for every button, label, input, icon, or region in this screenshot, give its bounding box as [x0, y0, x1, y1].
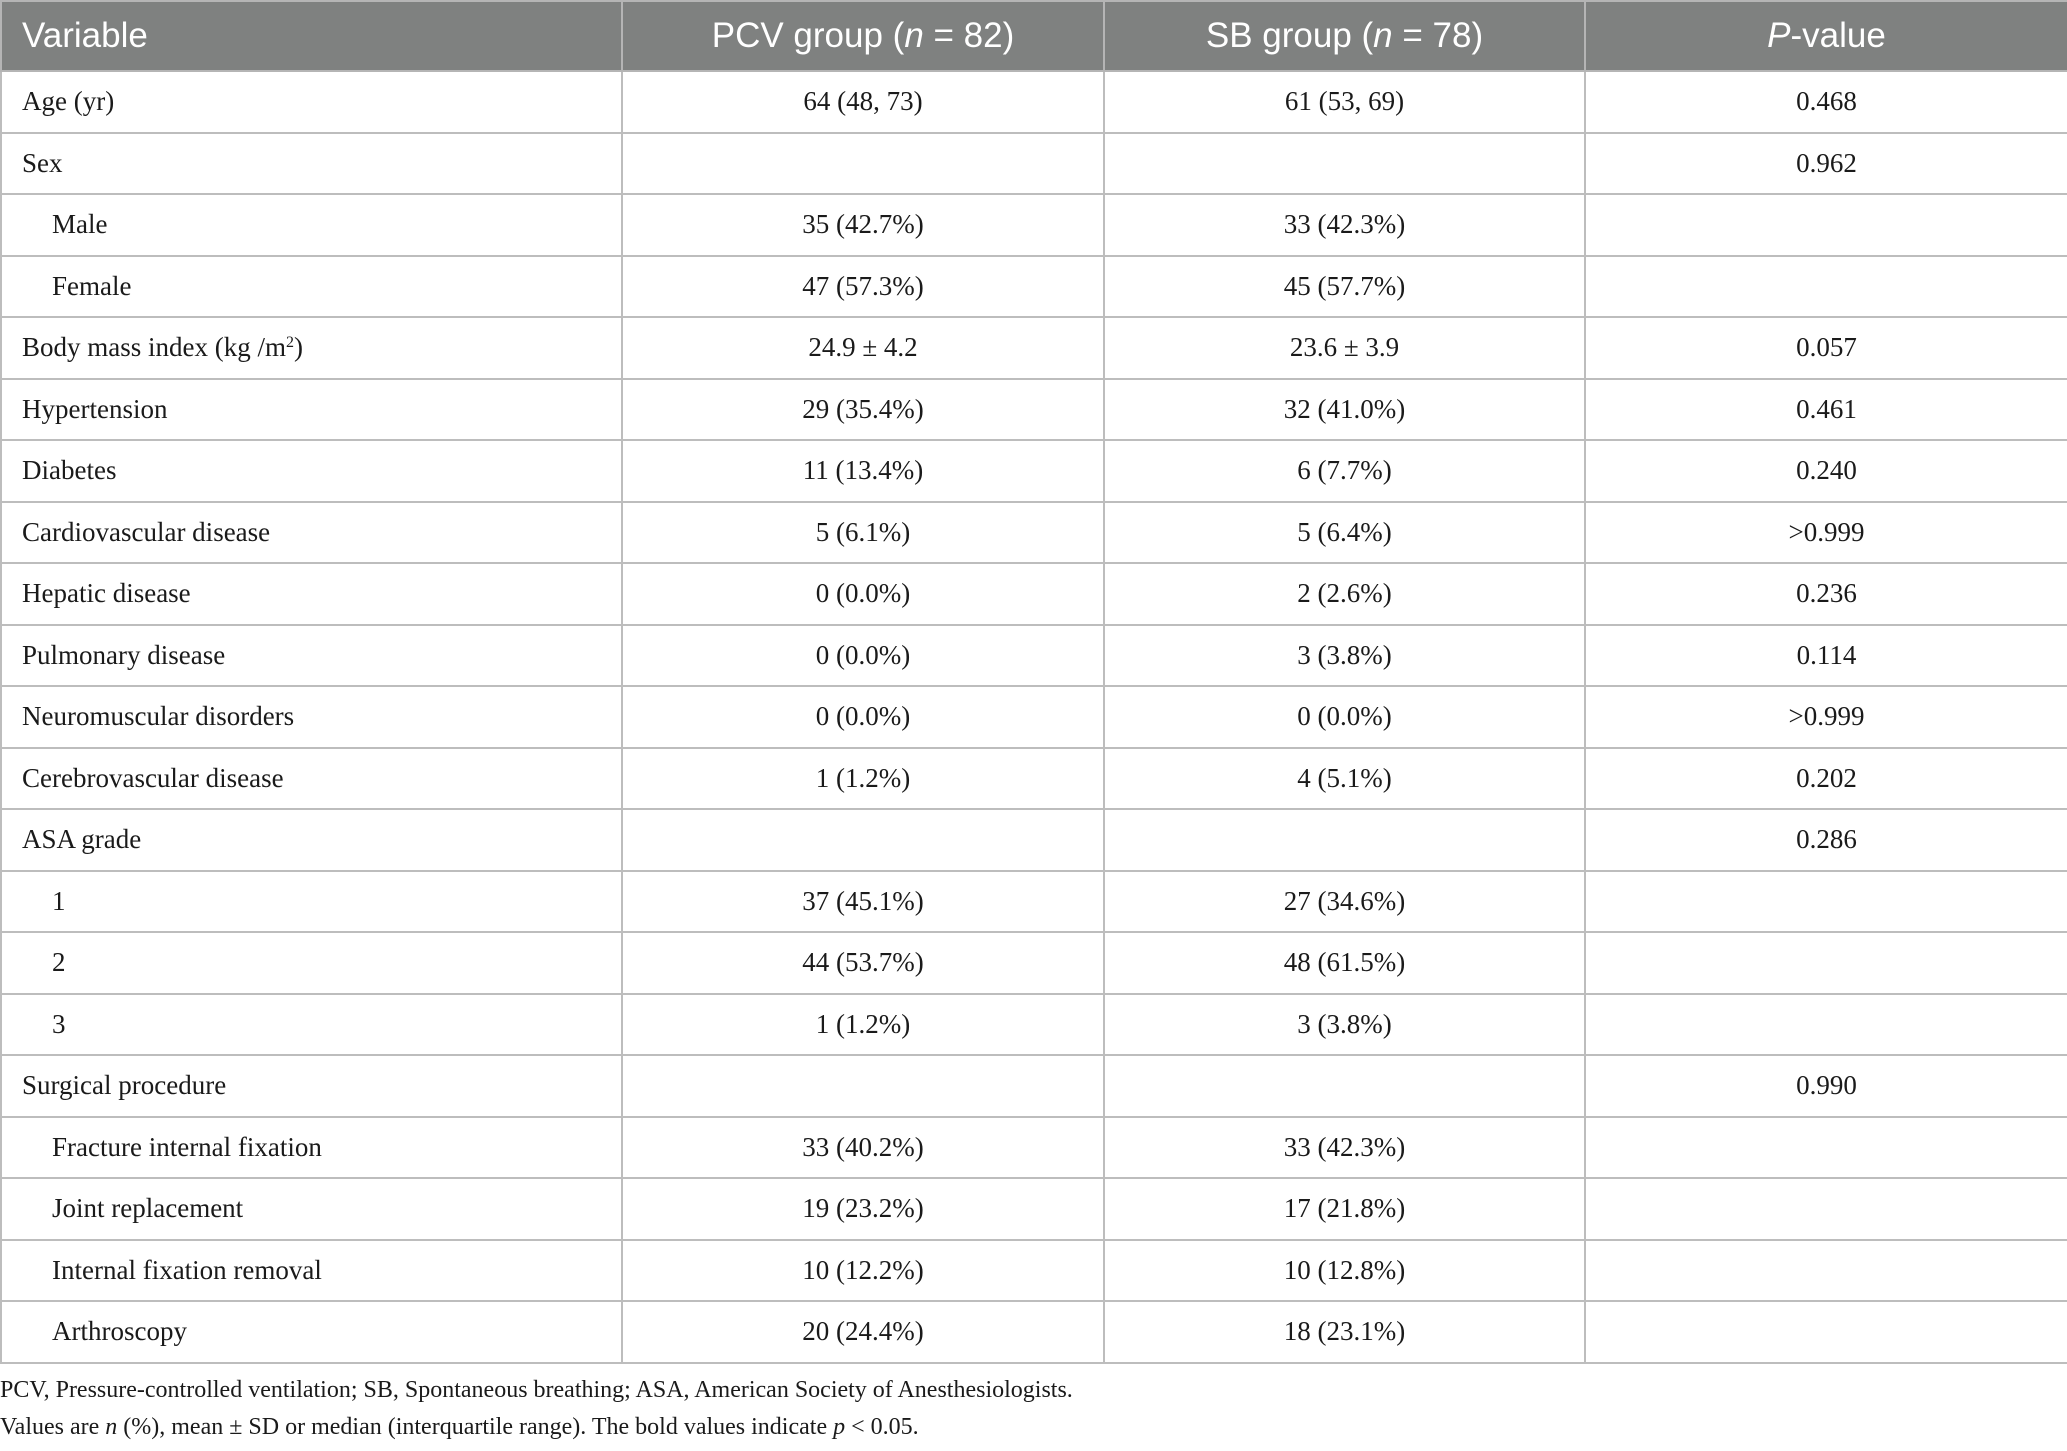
- cell-p-value: [1585, 1178, 2067, 1240]
- cell-pcv: 35 (42.7%): [622, 194, 1104, 256]
- variable-superscript: 2: [286, 334, 294, 352]
- table-row: [1, 317, 2067, 379]
- variable-label: 3: [52, 1008, 66, 1039]
- cell-sb: 27 (34.6%): [1104, 871, 1585, 933]
- cell-p-value: 0.240: [1585, 440, 2067, 502]
- table-row: [1, 1178, 2067, 1240]
- cell-p-value: 0.468: [1585, 71, 2067, 133]
- cell-sb: 33 (42.3%): [1104, 1117, 1585, 1179]
- cell-variable: [1, 256, 622, 318]
- table-row: [1, 1055, 2067, 1117]
- cell-pcv: 24.9 ± 4.2: [622, 317, 1104, 379]
- cell-sb: 3 (3.8%): [1104, 625, 1585, 687]
- cell-p-value: 0.461: [1585, 379, 2067, 441]
- table-row: [1, 194, 2067, 256]
- footnote-values-p: p: [833, 1414, 846, 1440]
- table-row: [1, 1301, 2067, 1363]
- header-sb-prefix: SB group (: [1205, 16, 1374, 55]
- table-row: [1, 440, 2067, 502]
- cell-variable: [1, 748, 622, 810]
- cell-sb: 33 (42.3%): [1104, 194, 1585, 256]
- table-row: [1, 1240, 2067, 1302]
- cell-sb: 45 (57.7%): [1104, 256, 1585, 318]
- table-row: [1, 71, 2067, 133]
- variable-label: Internal fixation removal: [52, 1254, 322, 1285]
- cell-sb: 4 (5.1%): [1104, 748, 1585, 810]
- variable-label: ASA grade: [22, 824, 142, 855]
- cell-pcv: 47 (57.3%): [622, 256, 1104, 318]
- footnote-values: [0, 1414, 919, 1441]
- cell-pcv: [622, 133, 1104, 195]
- cell-sb: 48 (61.5%): [1104, 932, 1585, 994]
- cell-variable: [1, 133, 622, 195]
- cell-p-value: 0.236: [1585, 563, 2067, 625]
- cell-sb: 18 (23.1%): [1104, 1301, 1585, 1363]
- cell-sb: 10 (12.8%): [1104, 1240, 1585, 1302]
- cell-p-value: >0.999: [1585, 502, 2067, 564]
- variable-label: Diabetes: [22, 455, 117, 486]
- cell-variable: [1, 1117, 622, 1179]
- cell-p-value: 0.962: [1585, 133, 2067, 195]
- cell-variable: [1, 317, 622, 379]
- cell-p-value: [1585, 256, 2067, 318]
- cell-p-value: [1585, 194, 2067, 256]
- cell-pcv: [622, 809, 1104, 871]
- cell-pcv: 64 (48, 73): [622, 71, 1104, 133]
- variable-label: Pulmonary disease: [22, 639, 226, 670]
- table-row: [1, 625, 2067, 687]
- cell-p-value: 0.286: [1585, 809, 2067, 871]
- variable-label: Arthroscopy: [52, 1316, 187, 1347]
- cell-pcv: 0 (0.0%): [622, 625, 1104, 687]
- cell-pcv: 37 (45.1%): [622, 871, 1104, 933]
- footnote-abbreviations: PCV, Pressure-controlled ventilation; SB, Spontaneous breathing; ASA, American Society of Anesthesiologists.: [0, 1377, 1073, 1403]
- cell-variable: [1, 994, 622, 1056]
- variable-label: Female: [52, 270, 132, 301]
- variable-label: Age (yr): [22, 86, 115, 117]
- table-row: [1, 871, 2067, 933]
- cell-pcv: 1 (1.2%): [622, 748, 1104, 810]
- cell-variable: [1, 809, 622, 871]
- cell-sb: 3 (3.8%): [1104, 994, 1585, 1056]
- footnote-values-n: n: [105, 1414, 118, 1440]
- cell-variable: [1, 1301, 622, 1363]
- footnote-values-middle: (%), mean ± SD or median (interquartile range). The bold values indicate: [117, 1414, 834, 1440]
- cell-sb: 2 (2.6%): [1104, 563, 1585, 625]
- cell-variable: [1, 194, 622, 256]
- variable-label: Fracture internal fixation: [52, 1131, 322, 1162]
- cell-pcv: 19 (23.2%): [622, 1178, 1104, 1240]
- cell-variable: [1, 379, 622, 441]
- cell-sb: 61 (53, 69): [1104, 71, 1585, 133]
- header-sb-suffix: = 78): [1392, 16, 1484, 55]
- cell-p-value: [1585, 932, 2067, 994]
- header-p-suffix: -value: [1790, 16, 1886, 55]
- cell-pcv: 44 (53.7%): [622, 932, 1104, 994]
- cell-variable: [1, 563, 622, 625]
- cell-p-value: 0.202: [1585, 748, 2067, 810]
- cell-pcv: [622, 1055, 1104, 1117]
- cell-pcv: 11 (13.4%): [622, 440, 1104, 502]
- variable-label: 1: [52, 885, 66, 916]
- cell-sb: [1104, 1055, 1585, 1117]
- header-p-value: [1585, 1, 2067, 71]
- variable-label: Male: [52, 209, 108, 240]
- cell-variable: [1, 502, 622, 564]
- cell-p-value: 0.114: [1585, 625, 2067, 687]
- cell-sb: 5 (6.4%): [1104, 502, 1585, 564]
- header-pcv-group: [622, 1, 1104, 71]
- table-row: [1, 379, 2067, 441]
- variable-label: Body mass index (kg /m: [22, 332, 286, 363]
- cell-p-value: 0.990: [1585, 1055, 2067, 1117]
- cell-variable: [1, 1178, 622, 1240]
- cell-variable: [1, 1240, 622, 1302]
- table-row: [1, 256, 2067, 318]
- header-row: [1, 1, 2067, 71]
- cell-pcv: 5 (6.1%): [622, 502, 1104, 564]
- cell-pcv: 0 (0.0%): [622, 563, 1104, 625]
- variable-suffix: ): [294, 332, 303, 363]
- cell-pcv: 1 (1.2%): [622, 994, 1104, 1056]
- header-p-italic: P: [1767, 16, 1791, 55]
- table-row: [1, 809, 2067, 871]
- cell-pcv: 29 (35.4%): [622, 379, 1104, 441]
- cell-variable: [1, 1055, 622, 1117]
- footnote-values-prefix: Values are: [0, 1414, 106, 1440]
- header-sb-group: [1104, 1, 1585, 71]
- variable-label: Sex: [22, 147, 63, 178]
- variable-label: Hypertension: [22, 393, 168, 424]
- header-variable: [1, 1, 622, 71]
- table-row: [1, 502, 2067, 564]
- cell-sb: [1104, 133, 1585, 195]
- table-row: [1, 686, 2067, 748]
- header-pcv-suffix: = 82): [923, 16, 1015, 55]
- cell-sb: 0 (0.0%): [1104, 686, 1585, 748]
- cell-variable: [1, 932, 622, 994]
- variable-label: Surgical procedure: [22, 1070, 227, 1101]
- cell-p-value: [1585, 994, 2067, 1056]
- variable-label: Joint replacement: [52, 1193, 244, 1224]
- table-row: [1, 994, 2067, 1056]
- footnote-values-suffix: < 0.05.: [845, 1414, 919, 1440]
- header-variable-label: Variable: [22, 16, 148, 55]
- cell-variable: [1, 71, 622, 133]
- cell-variable: [1, 440, 622, 502]
- table-row: [1, 563, 2067, 625]
- cell-pcv: 33 (40.2%): [622, 1117, 1104, 1179]
- cell-p-value: [1585, 871, 2067, 933]
- variable-label: 2: [52, 947, 66, 978]
- cell-variable: [1, 686, 622, 748]
- cell-p-value: [1585, 1301, 2067, 1363]
- cell-variable: [1, 625, 622, 687]
- header-sb-n: n: [1373, 16, 1393, 55]
- table-row: [1, 1117, 2067, 1179]
- table-body: [1, 71, 2067, 1363]
- cell-p-value: [1585, 1240, 2067, 1302]
- table-row: [1, 932, 2067, 994]
- cell-sb: 32 (41.0%): [1104, 379, 1585, 441]
- table-row: [1, 133, 2067, 195]
- cell-variable: [1, 871, 622, 933]
- cell-sb: 17 (21.8%): [1104, 1178, 1585, 1240]
- variable-label: Cardiovascular disease: [22, 516, 271, 547]
- cell-p-value: >0.999: [1585, 686, 2067, 748]
- cell-pcv: 10 (12.2%): [622, 1240, 1104, 1302]
- variable-label: Hepatic disease: [22, 578, 191, 609]
- cell-sb: [1104, 809, 1585, 871]
- cell-p-value: 0.057: [1585, 317, 2067, 379]
- table-header: [1, 1, 2067, 71]
- cell-p-value: [1585, 1117, 2067, 1179]
- cell-pcv: 20 (24.4%): [622, 1301, 1104, 1363]
- header-pcv-n: n: [904, 16, 924, 55]
- variable-label: Cerebrovascular disease: [22, 762, 284, 793]
- header-pcv-prefix: PCV group (: [711, 16, 905, 55]
- table-row: [1, 748, 2067, 810]
- cell-sb: 23.6 ± 3.9: [1104, 317, 1585, 379]
- cell-pcv: 0 (0.0%): [622, 686, 1104, 748]
- variable-label: Neuromuscular disorders: [22, 701, 295, 732]
- cell-sb: 6 (7.7%): [1104, 440, 1585, 502]
